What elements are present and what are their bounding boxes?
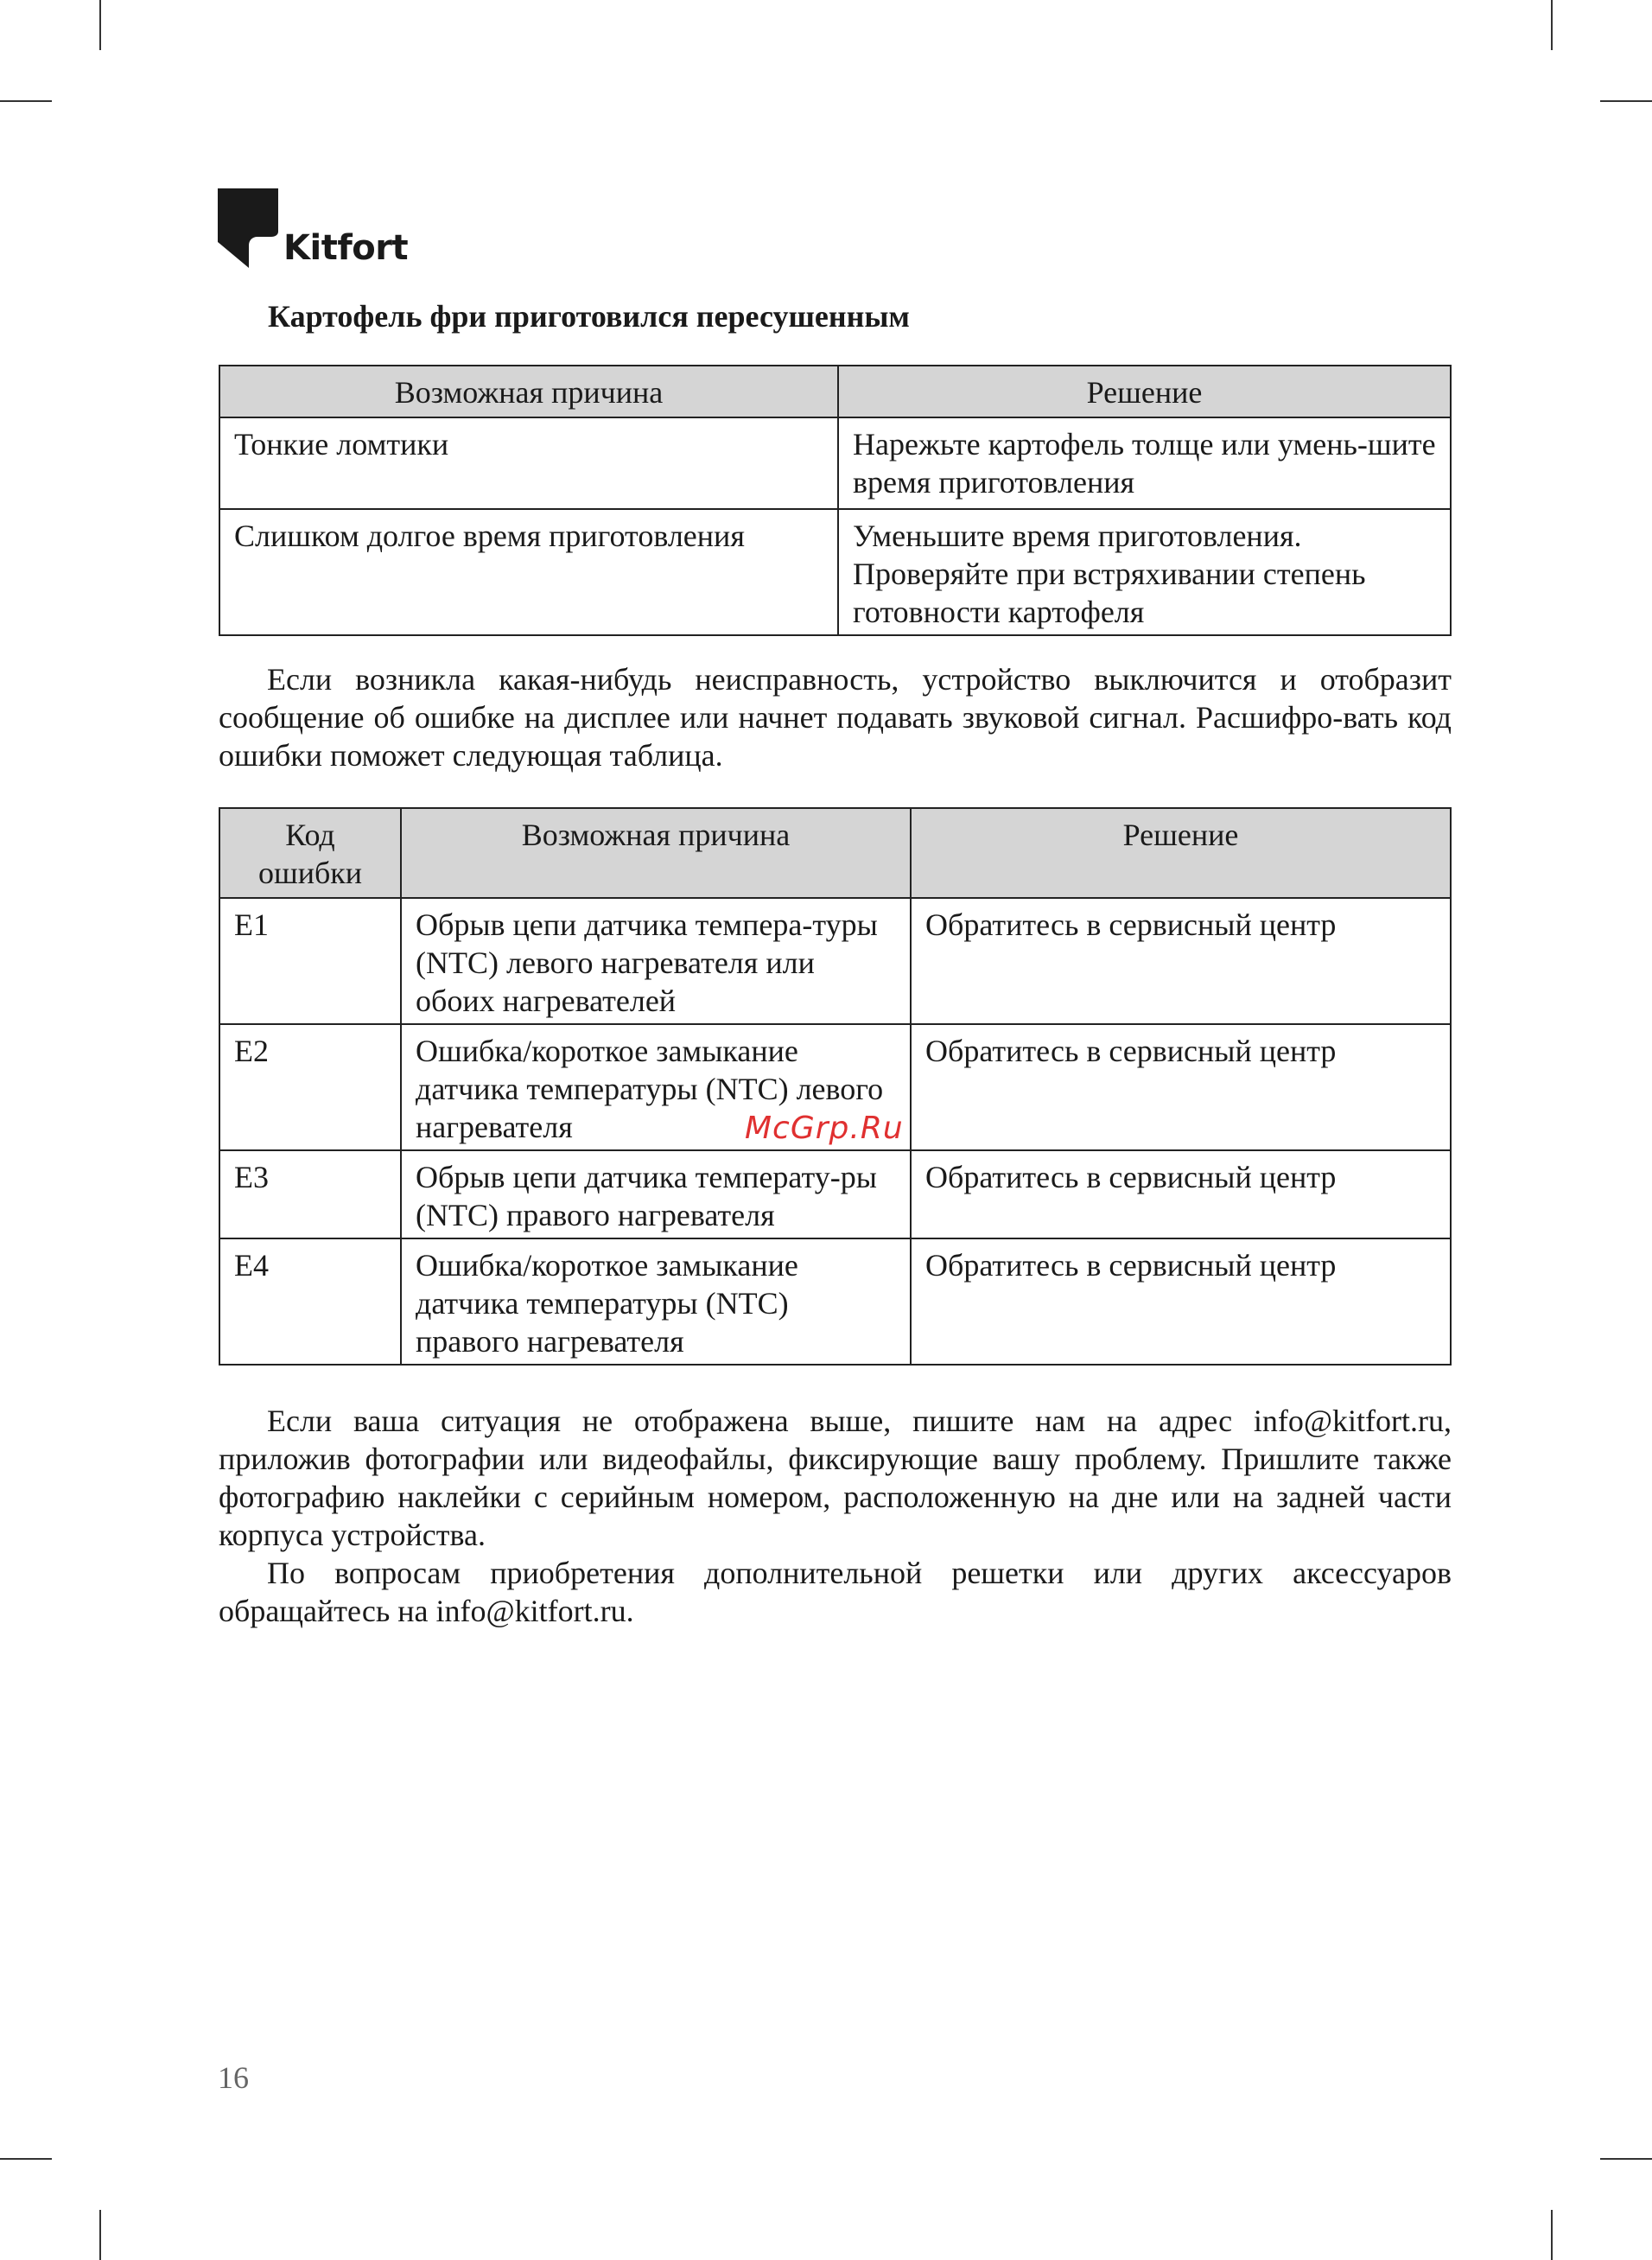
table-cell: Обрыв цепи датчика температу-ры (NTC) правого нагревателя [401,1150,911,1238]
crop-mark [99,0,101,50]
table-header-row [219,808,1451,898]
table-cell: Тонкие ломтики [219,417,838,509]
brand-logo [218,188,408,268]
table-header-cell: Решение [838,366,1451,417]
crop-mark [1600,100,1652,102]
table-header-cell: Возможная причина [401,808,911,898]
table-cell: Уменьшите время приготовления. Проверяйте при встряхивании степень готовности картофеля [838,509,1451,635]
table-cell: Обратитесь в сервисный центр [911,1150,1451,1238]
table-cell: E4 [219,1238,401,1365]
table-header-row [219,366,1451,417]
brand-logo-icon [218,188,278,268]
table-cell: E1 [219,898,401,1024]
table-row [219,1150,1451,1238]
table-cell: Обратитесь в сервисный центр [911,898,1451,1024]
error-codes-table [219,807,1452,1366]
table-row [219,417,1451,509]
table-header-cell: Решение [911,808,1451,898]
table-cell: Слишком долгое время приготовления [219,509,838,635]
contact-paragraph: Если ваша ситуация не отображена выше, пишите нам на адрес info@kitfort.ru, приложив фотографии или видеофайлы, фиксирующие вашу проблему. Пришлите также фотографию наклейки с серийным номером, расположенную на дне или на задней части корпуса устройства. [219,1404,1452,1552]
table-cell: Нарежьте картофель толще или умень-шите время приготовления [838,417,1451,509]
dry-fries-table [219,365,1452,636]
crop-mark [1551,2210,1553,2260]
section-heading: Картофель фри приготовился пересушенным [268,299,910,334]
watermark: McGrp.Ru [745,1111,904,1146]
table-header-cell: Возможная причина [219,366,838,417]
crop-mark [99,2210,101,2260]
crop-mark [0,100,52,102]
table-cell: E3 [219,1150,401,1238]
crop-mark [1551,0,1553,50]
table-row [219,898,1451,1024]
table-cell: Обратитесь в сервисный центр [911,1238,1451,1365]
crop-mark [0,2158,52,2160]
brand-name: Kitfort [283,228,409,268]
table-row [219,1238,1451,1365]
crop-mark [1600,2158,1652,2160]
accessories-paragraph: По вопросам приобретения дополнительной решетки или других аксессуаров обращайтесь на info@kitfort.ru. [219,1556,1452,1628]
table-cell: Обрыв цепи датчика темпера-туры (NTC) левого нагревателя или обоих нагревателей [401,898,911,1024]
page-number: 16 [218,2060,249,2095]
table-cell: Ошибка/короткое замыкание датчика температуры (NTC) правого нагревателя [401,1238,911,1365]
table-header-cell: Код ошибки [219,808,401,898]
intro-paragraph: Если возникла какая-нибудь неисправность, устройство выключится и отобразит сообщение об ошибке на дисплее или начнет подавать звуковой сигнал. Расшифро-вать код ошибки поможет следующая таблица. [219,662,1452,773]
table-cell: Обратитесь в сервисный центр [911,1024,1451,1150]
table-row [219,509,1451,635]
table-cell: E2 [219,1024,401,1150]
table-cell: Ошибка/короткое замыкание датчика температуры (NTC) левого нагревателя [401,1024,911,1150]
